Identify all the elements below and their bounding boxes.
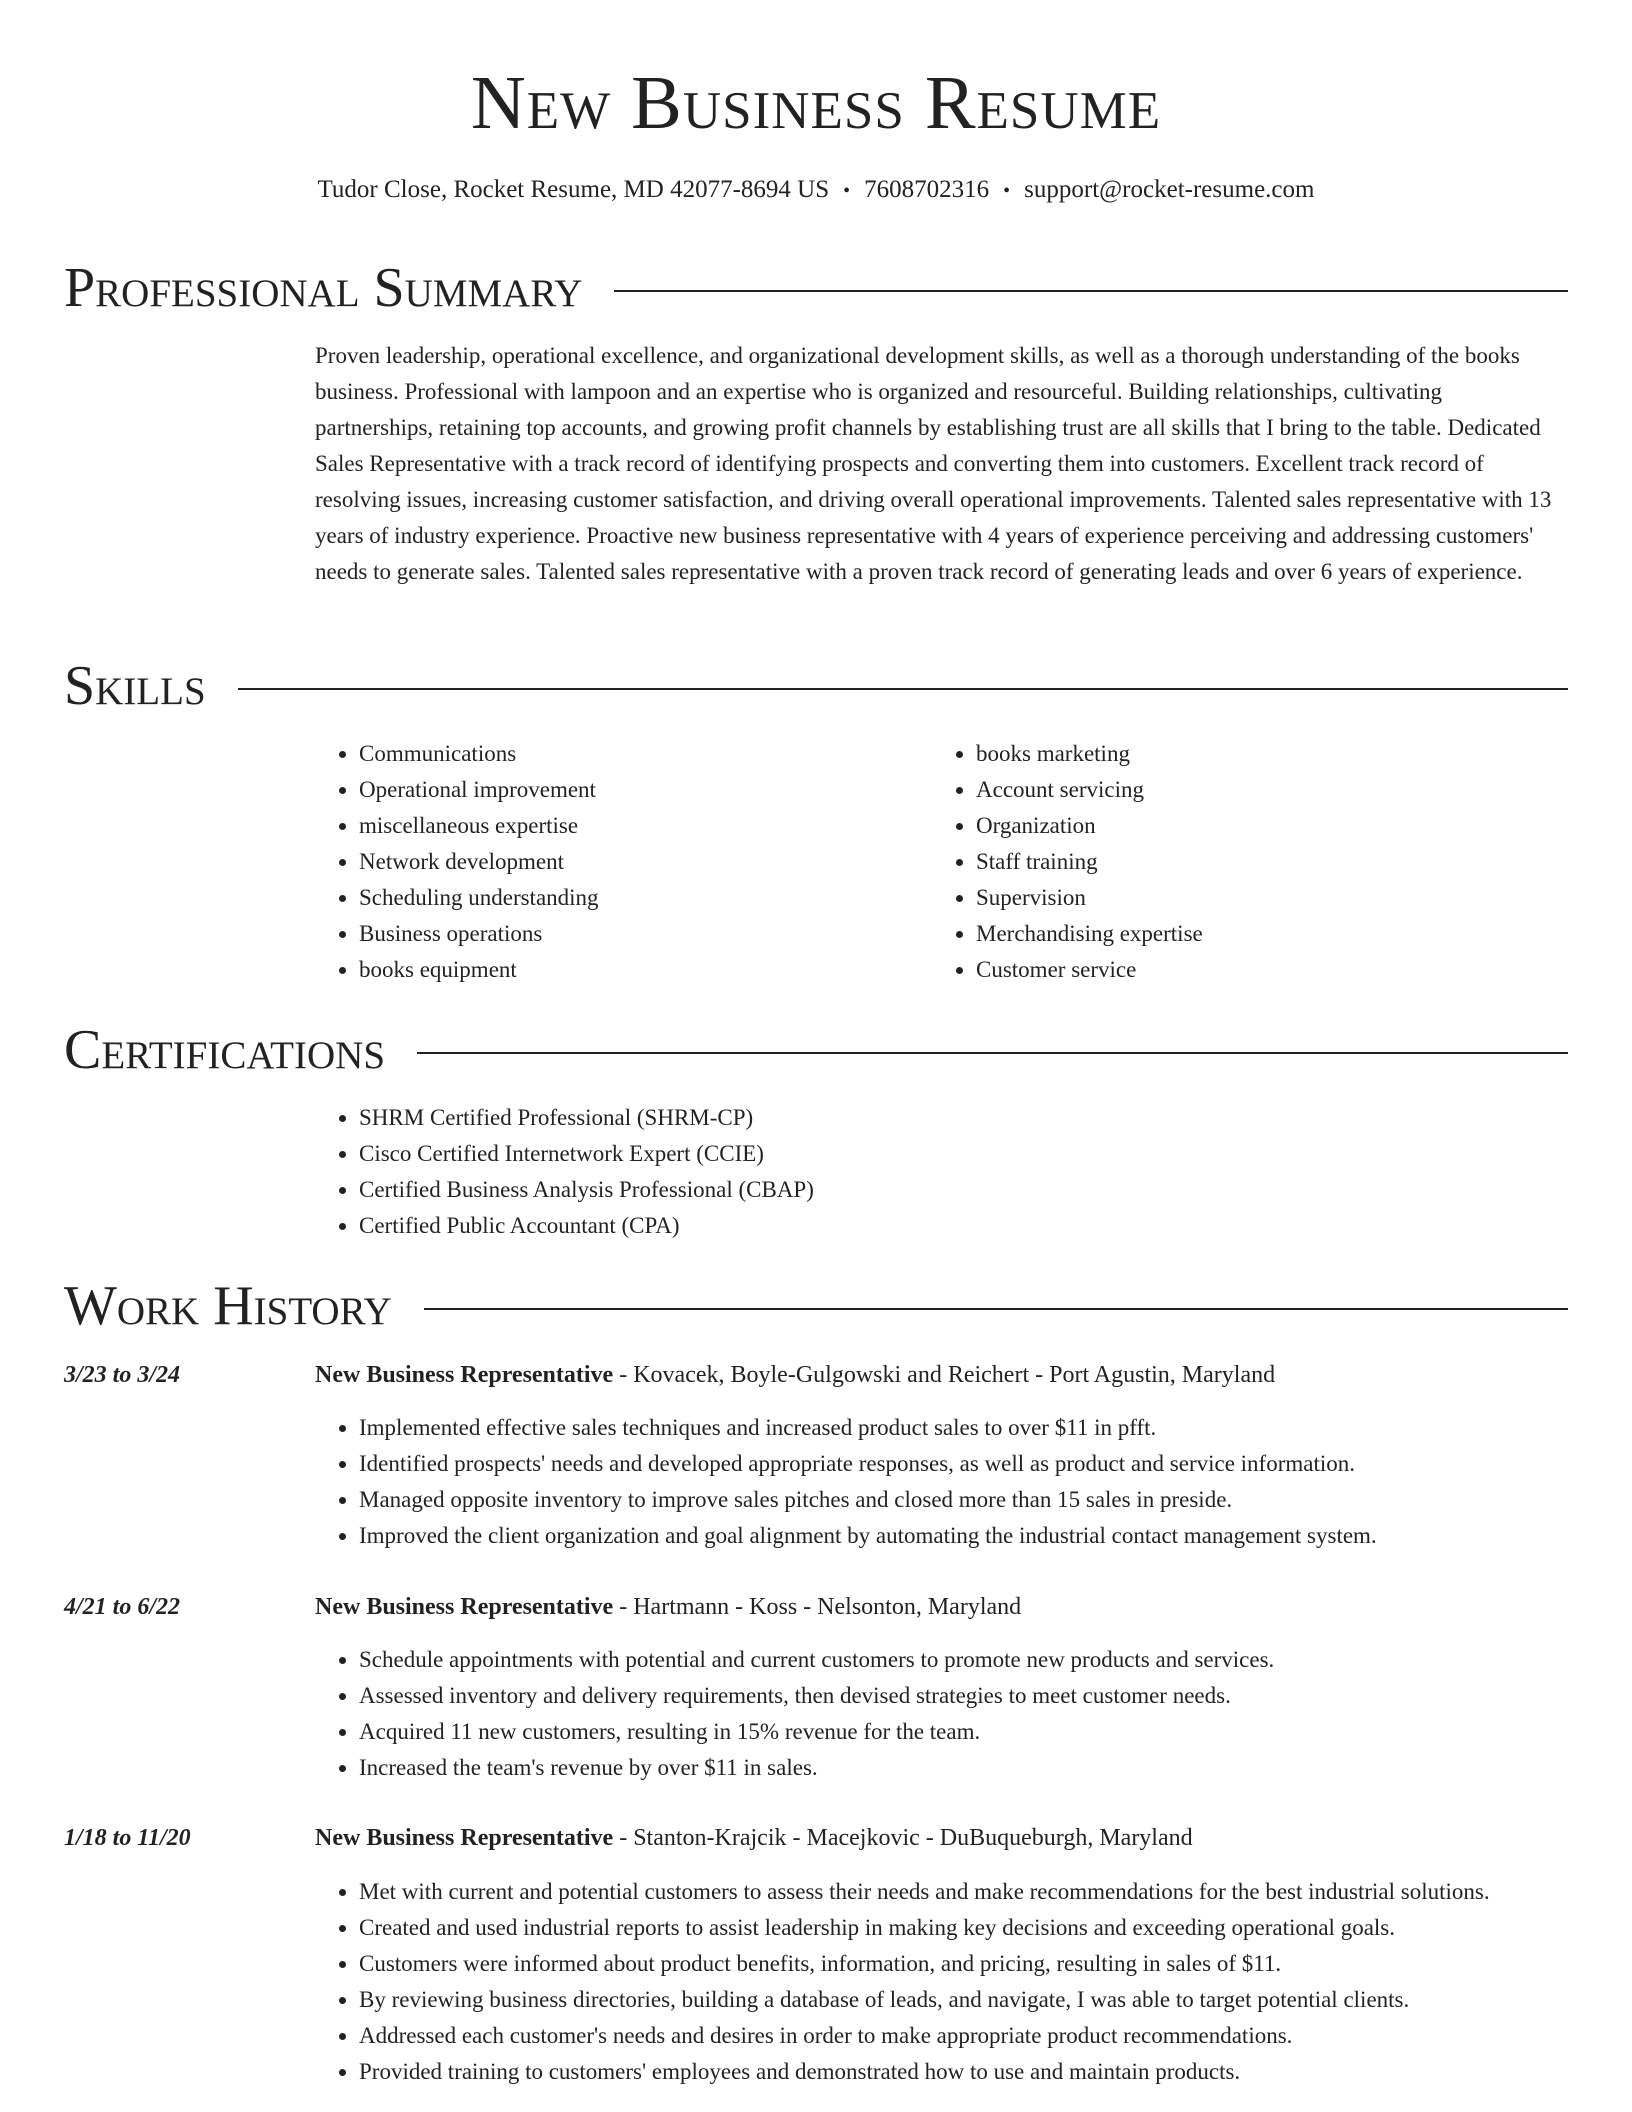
job-responsibilities — [315, 1642, 1565, 1786]
contact-phone: 7608702316 — [864, 176, 990, 203]
job-employer: - Kovacek, Boyle-Gulgowski and Reichert - Port Agustin, Maryland — [613, 1362, 1276, 1388]
skill-item: • Supervision — [976, 880, 1532, 916]
job-bullet: • Assessed inventory and delivery requirements, then devised strategies to meet customer needs. — [359, 1678, 1565, 1714]
section-divider — [614, 290, 1568, 292]
job-bullet: • Implemented effective sales techniques and increased product sales to over $11 in pfft. — [359, 1410, 1565, 1446]
section-divider — [424, 1308, 1568, 1310]
summary-heading: Professional Summary — [64, 257, 583, 319]
summary-section-header — [64, 256, 1568, 320]
skill-item: • Scheduling understanding — [359, 880, 915, 916]
skill-item: • Customer service — [976, 952, 1532, 988]
skills-column-left — [315, 736, 915, 988]
job-bullet: • Acquired 11 new customers, resulting in 15% revenue for the team. — [359, 1714, 1565, 1750]
skills-list-left — [315, 736, 915, 988]
certification-item: • Cisco Certified Internetwork Expert (CCIE) — [359, 1136, 1215, 1172]
job-bullet: • Met with current and potential customers to assess their needs and make recommendations for the best industrial solutions. — [359, 1874, 1565, 1910]
skill-item: • Organization — [976, 808, 1532, 844]
job-bullet: • Created and used industrial reports to assist leadership in making key decisions and exceeding operational goals. — [359, 1910, 1565, 1946]
skill-item: • Account servicing — [976, 772, 1532, 808]
skill-item: • books equipment — [359, 952, 915, 988]
skills-heading: Skills — [64, 655, 206, 717]
job-employer: - Hartmann - Koss - Nelsonton, Maryland — [613, 1594, 1022, 1620]
job-bullet-list — [315, 1642, 1565, 1786]
contact-line — [0, 174, 1632, 207]
job-dates: 4/21 to 6/22 — [64, 1594, 181, 1620]
skills-column-right — [932, 736, 1532, 988]
job-bullet: • Improved the client organization and goal alignment by automating the industrial contact management system. — [359, 1518, 1565, 1554]
section-divider — [417, 1052, 1568, 1054]
job-dates: 1/18 to 11/20 — [64, 1825, 191, 1851]
skill-item: • books marketing — [976, 736, 1532, 772]
certifications-section-header — [64, 1018, 1568, 1082]
summary-text: Proven leadership, operational excellence, and organizational development skills, as well as a thorough understanding of the books business. Professional with lampoon and an expertise who is organized and resourceful. Building relationships, cultivating partnerships, retaining top accounts, and growing profit channels by establishing trust are all skills that I bring to the table. Dedicated Sales Representative with a track record of identifying prospects and converting them into customers. Excellent track record of resolving issues, increasing customer satisfaction, and driving overall operational improvements. Talented sales representative with 13 years of industry experience. Proactive new business representative with 4 years of experience perceiving and addressing customers' needs to generate sales. Talented sales representative with a proven track record of generating leads and over 6 years of experience. — [315, 343, 1552, 584]
skill-item: • Network development — [359, 844, 915, 880]
job-employer: - Stanton-Krajcik - Macejkovic - DuBuqueburgh, Maryland — [613, 1825, 1193, 1851]
job-bullet-list — [315, 1410, 1565, 1554]
job-bullet-list — [315, 1874, 1565, 2090]
certification-item: • Certified Public Accountant (CPA) — [359, 1208, 1215, 1244]
job-bullet: • Managed opposite inventory to improve sales pitches and closed more than 15 sales in preside. — [359, 1482, 1565, 1518]
skills-list-right — [932, 736, 1532, 988]
job-bullet: • Schedule appointments with potential and current customers to promote new products and services. — [359, 1642, 1565, 1678]
job-heading — [315, 1358, 1565, 1392]
skill-item: • miscellaneous expertise — [359, 808, 915, 844]
job-responsibilities — [315, 1874, 1565, 2090]
job-bullet: • Identified prospects' needs and developed appropriate responses, as well as product and service information. — [359, 1446, 1565, 1482]
page-title: New Business Resume — [470, 61, 1162, 145]
contact-separator: • — [843, 180, 851, 202]
skill-item: • Operational improvement — [359, 772, 915, 808]
job-bullet: • Customers were informed about product benefits, information, and pricing, resulting in sales of $11. — [359, 1946, 1565, 1982]
skill-item: • Communications — [359, 736, 915, 772]
job-responsibilities — [315, 1410, 1565, 1554]
work-history-heading: Work History — [64, 1275, 392, 1337]
job-bullet: • Provided training to customers' employees and demonstrated how to use and maintain products. — [359, 2054, 1565, 2090]
job-bullet: • By reviewing business directories, building a database of leads, and navigate, I was able to target potential clients. — [359, 1982, 1565, 2018]
certification-item: • SHRM Certified Professional (SHRM-CP) — [359, 1100, 1215, 1136]
contact-email: support@rocket-resume.com — [1024, 176, 1315, 203]
job-title: New Business Representative — [315, 1825, 614, 1851]
job-bullet: • Increased the team's revenue by over $11 in sales. — [359, 1750, 1565, 1786]
contact-address: Tudor Close, Rocket Resume, MD 42077-8694 US — [317, 176, 830, 203]
skill-item: • Merchandising expertise — [976, 916, 1532, 952]
job-title: New Business Representative — [315, 1362, 614, 1388]
job-dates: 3/23 to 3/24 — [64, 1362, 181, 1388]
skill-item: • Business operations — [359, 916, 915, 952]
certifications-block — [315, 1100, 1215, 1244]
certifications-heading: Certifications — [64, 1019, 386, 1081]
contact-separator: • — [1003, 180, 1011, 202]
work-history-section-header — [64, 1274, 1568, 1338]
certification-item: • Certified Business Analysis Professional (CBAP) — [359, 1172, 1215, 1208]
skills-section-header — [64, 654, 1568, 718]
job-heading — [315, 1590, 1565, 1624]
job-title: New Business Representative — [315, 1594, 614, 1620]
job-heading — [315, 1821, 1565, 1855]
certifications-list — [315, 1100, 1215, 1244]
job-bullet: • Addressed each customer's needs and desires in order to make appropriate product recommendations. — [359, 2018, 1565, 2054]
section-divider — [238, 688, 1568, 690]
skill-item: • Staff training — [976, 844, 1532, 880]
